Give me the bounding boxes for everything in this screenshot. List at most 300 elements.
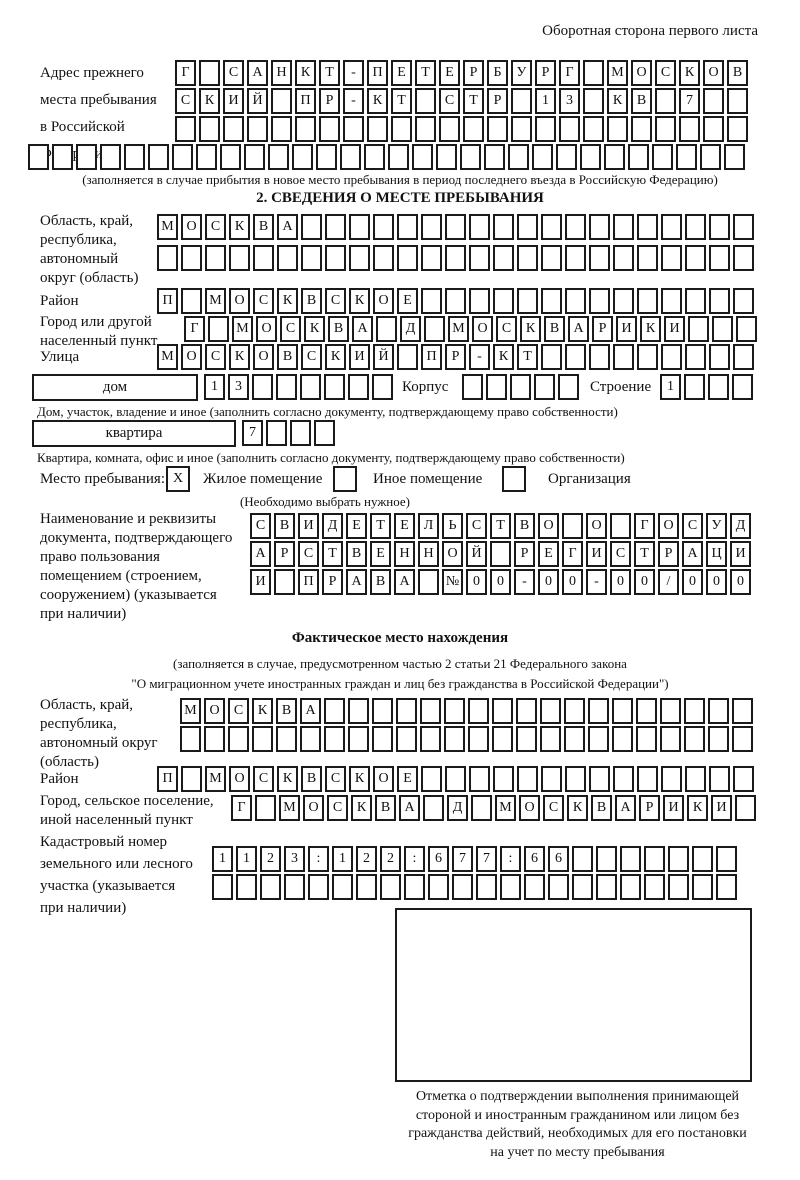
char-cell[interactable] (204, 726, 225, 752)
char-cell[interactable]: К (229, 344, 250, 370)
char-cell[interactable]: О (181, 214, 202, 240)
char-cell[interactable]: С (543, 795, 564, 821)
char-cell[interactable] (661, 288, 682, 314)
char-cell[interactable]: Р (322, 569, 343, 595)
char-cell[interactable] (324, 374, 345, 400)
char-cell[interactable] (604, 144, 625, 170)
char-cell[interactable]: У (511, 60, 532, 86)
char-cell[interactable] (703, 116, 724, 142)
char-cell[interactable] (196, 144, 217, 170)
char-cell[interactable]: О (229, 766, 250, 792)
char-cell[interactable]: 1 (204, 374, 225, 400)
char-cell[interactable]: П (295, 88, 316, 114)
char-cell[interactable]: С (250, 513, 271, 539)
char-cell[interactable] (588, 698, 609, 724)
char-cell[interactable]: Г (175, 60, 196, 86)
char-cell[interactable]: А (394, 569, 415, 595)
char-cell[interactable] (266, 420, 287, 446)
char-cell[interactable]: А (352, 316, 373, 342)
char-cell[interactable]: Й (373, 344, 394, 370)
char-cell[interactable] (255, 795, 276, 821)
char-cell[interactable] (271, 116, 292, 142)
char-cell[interactable] (613, 766, 634, 792)
char-cell[interactable] (252, 726, 273, 752)
char-cell[interactable]: В (591, 795, 612, 821)
char-cell[interactable] (644, 874, 665, 900)
char-cell[interactable] (469, 288, 490, 314)
char-cell[interactable]: Р (445, 344, 466, 370)
char-cell[interactable]: С (301, 344, 322, 370)
char-cell[interactable] (735, 795, 756, 821)
char-cell[interactable]: М (157, 344, 178, 370)
char-cell[interactable]: 7 (242, 420, 263, 446)
char-cell[interactable]: В (727, 60, 748, 86)
char-cell[interactable] (532, 144, 553, 170)
char-cell[interactable]: С (223, 60, 244, 86)
char-cell[interactable]: К (367, 88, 388, 114)
char-cell[interactable] (733, 344, 754, 370)
char-cell[interactable]: К (679, 60, 700, 86)
char-cell[interactable] (372, 726, 393, 752)
char-cell[interactable] (420, 698, 441, 724)
char-cell[interactable] (613, 344, 634, 370)
char-cell[interactable]: О (472, 316, 493, 342)
char-cell[interactable]: И (250, 569, 271, 595)
char-cell[interactable] (436, 144, 457, 170)
char-cell[interactable] (236, 874, 257, 900)
char-cell[interactable]: К (349, 288, 370, 314)
char-cell[interactable] (492, 726, 513, 752)
char-cell[interactable]: Р (274, 541, 295, 567)
char-cell[interactable] (319, 116, 340, 142)
char-cell[interactable]: Е (397, 766, 418, 792)
char-cell[interactable]: М (448, 316, 469, 342)
char-cell[interactable]: Н (271, 60, 292, 86)
char-cell[interactable]: Д (400, 316, 421, 342)
char-cell[interactable] (580, 144, 601, 170)
char-cell[interactable]: 7 (679, 88, 700, 114)
char-cell[interactable]: Т (517, 344, 538, 370)
char-cell[interactable]: А (346, 569, 367, 595)
char-cell[interactable] (324, 726, 345, 752)
char-cell[interactable] (510, 374, 531, 400)
char-cell[interactable] (724, 144, 745, 170)
char-cell[interactable]: Р (463, 60, 484, 86)
char-cell[interactable] (610, 513, 631, 539)
char-cell[interactable] (733, 288, 754, 314)
char-cell[interactable]: Е (397, 288, 418, 314)
char-cell[interactable] (688, 316, 709, 342)
char-cell[interactable] (28, 144, 49, 170)
char-cell[interactable] (733, 214, 754, 240)
char-cell[interactable] (517, 245, 538, 271)
char-cell[interactable] (540, 698, 561, 724)
char-cell[interactable]: М (279, 795, 300, 821)
char-cell[interactable] (736, 316, 757, 342)
char-cell[interactable]: В (253, 214, 274, 240)
char-cell[interactable] (300, 726, 321, 752)
char-cell[interactable]: О (256, 316, 277, 342)
char-cell[interactable] (332, 874, 353, 900)
char-cell[interactable]: М (607, 60, 628, 86)
char-cell[interactable] (652, 144, 673, 170)
char-cell[interactable] (572, 846, 593, 872)
char-cell[interactable]: К (229, 214, 250, 240)
char-cell[interactable] (469, 214, 490, 240)
char-cell[interactable]: 0 (682, 569, 703, 595)
char-cell[interactable] (692, 874, 713, 900)
char-cell[interactable] (708, 726, 729, 752)
char-cell[interactable]: С (439, 88, 460, 114)
char-cell[interactable] (412, 144, 433, 170)
char-cell[interactable]: Т (463, 88, 484, 114)
char-cell[interactable] (589, 766, 610, 792)
char-cell[interactable] (247, 116, 268, 142)
stay-checkbox-inoe[interactable] (333, 466, 357, 492)
char-cell[interactable] (565, 288, 586, 314)
char-cell[interactable]: М (232, 316, 253, 342)
char-cell[interactable]: П (367, 60, 388, 86)
char-cell[interactable] (524, 874, 545, 900)
char-cell[interactable]: Е (394, 513, 415, 539)
char-cell[interactable]: В (301, 766, 322, 792)
char-cell[interactable] (348, 698, 369, 724)
char-cell[interactable]: 1 (535, 88, 556, 114)
char-cell[interactable]: Т (634, 541, 655, 567)
char-cell[interactable]: Л (418, 513, 439, 539)
char-cell[interactable] (703, 88, 724, 114)
char-cell[interactable]: О (303, 795, 324, 821)
char-cell[interactable]: Г (562, 541, 583, 567)
char-cell[interactable] (612, 726, 633, 752)
char-cell[interactable] (325, 214, 346, 240)
char-cell[interactable] (583, 88, 604, 114)
char-cell[interactable]: Е (391, 60, 412, 86)
char-cell[interactable]: О (586, 513, 607, 539)
char-cell[interactable]: М (205, 766, 226, 792)
char-cell[interactable] (733, 245, 754, 271)
char-cell[interactable] (564, 698, 585, 724)
char-cell[interactable] (244, 144, 265, 170)
char-cell[interactable] (324, 698, 345, 724)
char-cell[interactable] (462, 374, 483, 400)
char-cell[interactable] (418, 569, 439, 595)
char-cell[interactable] (301, 245, 322, 271)
char-cell[interactable]: / (658, 569, 679, 595)
char-cell[interactable] (700, 144, 721, 170)
char-cell[interactable] (445, 288, 466, 314)
char-cell[interactable] (534, 374, 555, 400)
char-cell[interactable] (420, 726, 441, 752)
char-cell[interactable] (421, 245, 442, 271)
char-cell[interactable]: С (466, 513, 487, 539)
char-cell[interactable] (397, 214, 418, 240)
char-cell[interactable]: Р (535, 60, 556, 86)
char-cell[interactable]: Т (490, 513, 511, 539)
char-cell[interactable]: Н (418, 541, 439, 567)
char-cell[interactable] (373, 214, 394, 240)
char-cell[interactable]: 0 (562, 569, 583, 595)
char-cell[interactable] (367, 116, 388, 142)
char-cell[interactable]: В (631, 88, 652, 114)
char-cell[interactable] (228, 726, 249, 752)
char-cell[interactable] (565, 245, 586, 271)
char-cell[interactable] (732, 726, 753, 752)
char-cell[interactable] (660, 698, 681, 724)
char-cell[interactable] (628, 144, 649, 170)
char-cell[interactable] (172, 144, 193, 170)
char-cell[interactable] (295, 116, 316, 142)
char-cell[interactable] (548, 874, 569, 900)
char-cell[interactable]: Г (184, 316, 205, 342)
char-cell[interactable] (468, 698, 489, 724)
char-cell[interactable]: К (567, 795, 588, 821)
char-cell[interactable]: В (301, 288, 322, 314)
char-cell[interactable]: К (520, 316, 541, 342)
char-cell[interactable] (556, 144, 577, 170)
char-cell[interactable]: Т (322, 541, 343, 567)
char-cell[interactable]: С (253, 766, 274, 792)
char-cell[interactable]: В (277, 344, 298, 370)
char-cell[interactable] (476, 874, 497, 900)
char-cell[interactable]: Г (634, 513, 655, 539)
char-cell[interactable] (517, 214, 538, 240)
char-cell[interactable]: К (199, 88, 220, 114)
char-cell[interactable] (685, 766, 706, 792)
stay-checkbox-organizaciya[interactable] (502, 466, 526, 492)
char-cell[interactable]: И (349, 344, 370, 370)
char-cell[interactable]: К (640, 316, 661, 342)
char-cell[interactable]: Е (370, 541, 391, 567)
char-cell[interactable] (348, 374, 369, 400)
char-cell[interactable]: Р (487, 88, 508, 114)
char-cell[interactable] (516, 698, 537, 724)
char-cell[interactable] (180, 726, 201, 752)
char-cell[interactable] (511, 116, 532, 142)
char-cell[interactable] (460, 144, 481, 170)
char-cell[interactable]: И (663, 795, 684, 821)
char-cell[interactable]: : (500, 846, 521, 872)
char-cell[interactable] (716, 874, 737, 900)
char-cell[interactable]: А (615, 795, 636, 821)
char-cell[interactable]: 7 (476, 846, 497, 872)
char-cell[interactable]: Д (322, 513, 343, 539)
char-cell[interactable]: - (469, 344, 490, 370)
char-cell[interactable]: К (252, 698, 273, 724)
char-cell[interactable] (709, 214, 730, 240)
char-cell[interactable] (709, 344, 730, 370)
char-cell[interactable]: С (205, 344, 226, 370)
char-cell[interactable]: С (228, 698, 249, 724)
char-cell[interactable] (612, 698, 633, 724)
char-cell[interactable] (709, 766, 730, 792)
char-cell[interactable] (452, 874, 473, 900)
char-cell[interactable]: О (538, 513, 559, 539)
char-cell[interactable]: Р (639, 795, 660, 821)
char-cell[interactable] (487, 116, 508, 142)
char-cell[interactable] (589, 288, 610, 314)
char-cell[interactable]: М (495, 795, 516, 821)
char-cell[interactable] (444, 726, 465, 752)
char-cell[interactable] (562, 513, 583, 539)
char-cell[interactable] (685, 288, 706, 314)
char-cell[interactable]: О (229, 288, 250, 314)
char-cell[interactable]: 0 (706, 569, 727, 595)
char-cell[interactable] (727, 88, 748, 114)
char-cell[interactable] (709, 245, 730, 271)
char-cell[interactable] (76, 144, 97, 170)
char-cell[interactable] (732, 698, 753, 724)
char-cell[interactable] (397, 344, 418, 370)
char-cell[interactable]: 0 (490, 569, 511, 595)
char-cell[interactable] (565, 214, 586, 240)
char-cell[interactable]: Ь (442, 513, 463, 539)
char-cell[interactable]: 1 (236, 846, 257, 872)
char-cell[interactable] (124, 144, 145, 170)
char-cell[interactable]: Ц (706, 541, 727, 567)
char-cell[interactable]: 2 (380, 846, 401, 872)
char-cell[interactable]: 1 (332, 846, 353, 872)
char-cell[interactable] (709, 288, 730, 314)
char-cell[interactable]: П (421, 344, 442, 370)
char-cell[interactable]: Е (538, 541, 559, 567)
char-cell[interactable] (415, 116, 436, 142)
char-cell[interactable] (636, 726, 657, 752)
char-cell[interactable] (661, 245, 682, 271)
char-cell[interactable] (685, 245, 706, 271)
char-cell[interactable]: С (205, 214, 226, 240)
char-cell[interactable]: А (277, 214, 298, 240)
char-cell[interactable] (276, 374, 297, 400)
char-cell[interactable] (541, 344, 562, 370)
char-cell[interactable] (684, 698, 705, 724)
char-cell[interactable] (668, 874, 689, 900)
char-cell[interactable] (517, 766, 538, 792)
char-cell[interactable]: Т (391, 88, 412, 114)
char-cell[interactable] (391, 116, 412, 142)
char-cell[interactable]: У (706, 513, 727, 539)
char-cell[interactable] (423, 795, 444, 821)
char-cell[interactable] (349, 214, 370, 240)
char-cell[interactable]: Р (658, 541, 679, 567)
char-cell[interactable] (716, 846, 737, 872)
char-cell[interactable]: 1 (212, 846, 233, 872)
char-cell[interactable] (637, 766, 658, 792)
char-cell[interactable] (655, 88, 676, 114)
char-cell[interactable]: Д (447, 795, 468, 821)
char-cell[interactable]: С (325, 288, 346, 314)
char-cell[interactable] (349, 245, 370, 271)
char-cell[interactable] (181, 245, 202, 271)
char-cell[interactable]: С (175, 88, 196, 114)
char-cell[interactable] (469, 245, 490, 271)
char-cell[interactable] (421, 214, 442, 240)
char-cell[interactable] (292, 144, 313, 170)
char-cell[interactable]: П (157, 288, 178, 314)
char-cell[interactable] (199, 116, 220, 142)
char-cell[interactable]: В (375, 795, 396, 821)
char-cell[interactable] (490, 541, 511, 567)
char-cell[interactable] (589, 214, 610, 240)
char-cell[interactable]: 6 (428, 846, 449, 872)
char-cell[interactable] (343, 116, 364, 142)
char-cell[interactable]: С (682, 513, 703, 539)
char-cell[interactable] (148, 144, 169, 170)
char-cell[interactable] (541, 766, 562, 792)
char-cell[interactable] (727, 116, 748, 142)
char-cell[interactable] (535, 116, 556, 142)
char-cell[interactable] (637, 245, 658, 271)
char-cell[interactable]: А (399, 795, 420, 821)
char-cell[interactable] (356, 874, 377, 900)
char-cell[interactable] (558, 374, 579, 400)
char-cell[interactable] (637, 214, 658, 240)
char-cell[interactable] (492, 698, 513, 724)
char-cell[interactable]: В (276, 698, 297, 724)
char-cell[interactable]: 2 (260, 846, 281, 872)
char-cell[interactable] (372, 698, 393, 724)
char-cell[interactable]: А (247, 60, 268, 86)
char-cell[interactable]: Т (319, 60, 340, 86)
char-cell[interactable]: Й (247, 88, 268, 114)
char-cell[interactable]: - (514, 569, 535, 595)
char-cell[interactable]: В (346, 541, 367, 567)
char-cell[interactable]: М (180, 698, 201, 724)
char-cell[interactable]: О (442, 541, 463, 567)
char-cell[interactable]: В (544, 316, 565, 342)
char-cell[interactable] (660, 726, 681, 752)
char-cell[interactable]: 3 (228, 374, 249, 400)
char-cell[interactable]: О (373, 766, 394, 792)
char-cell[interactable]: С (610, 541, 631, 567)
char-cell[interactable] (620, 846, 641, 872)
char-cell[interactable] (676, 144, 697, 170)
char-cell[interactable] (316, 144, 337, 170)
char-cell[interactable] (613, 245, 634, 271)
char-cell[interactable] (661, 766, 682, 792)
char-cell[interactable]: К (295, 60, 316, 86)
char-cell[interactable]: С (325, 766, 346, 792)
char-cell[interactable]: И (298, 513, 319, 539)
char-cell[interactable] (364, 144, 385, 170)
char-cell[interactable]: 0 (466, 569, 487, 595)
char-cell[interactable]: К (277, 766, 298, 792)
char-cell[interactable]: К (304, 316, 325, 342)
char-cell[interactable] (290, 420, 311, 446)
char-cell[interactable] (596, 846, 617, 872)
char-cell[interactable]: С (496, 316, 517, 342)
char-cell[interactable]: А (300, 698, 321, 724)
char-cell[interactable] (583, 116, 604, 142)
char-cell[interactable] (208, 316, 229, 342)
char-cell[interactable] (397, 245, 418, 271)
char-cell[interactable]: Н (394, 541, 415, 567)
char-cell[interactable]: Т (370, 513, 391, 539)
char-cell[interactable] (685, 344, 706, 370)
char-cell[interactable] (511, 88, 532, 114)
char-cell[interactable]: Р (319, 88, 340, 114)
char-cell[interactable]: И (586, 541, 607, 567)
char-cell[interactable] (271, 88, 292, 114)
char-cell[interactable] (637, 288, 658, 314)
char-cell[interactable] (637, 344, 658, 370)
char-cell[interactable] (655, 116, 676, 142)
char-cell[interactable] (493, 766, 514, 792)
char-cell[interactable] (708, 374, 729, 400)
char-cell[interactable] (439, 116, 460, 142)
char-cell[interactable] (100, 144, 121, 170)
char-cell[interactable]: И (711, 795, 732, 821)
